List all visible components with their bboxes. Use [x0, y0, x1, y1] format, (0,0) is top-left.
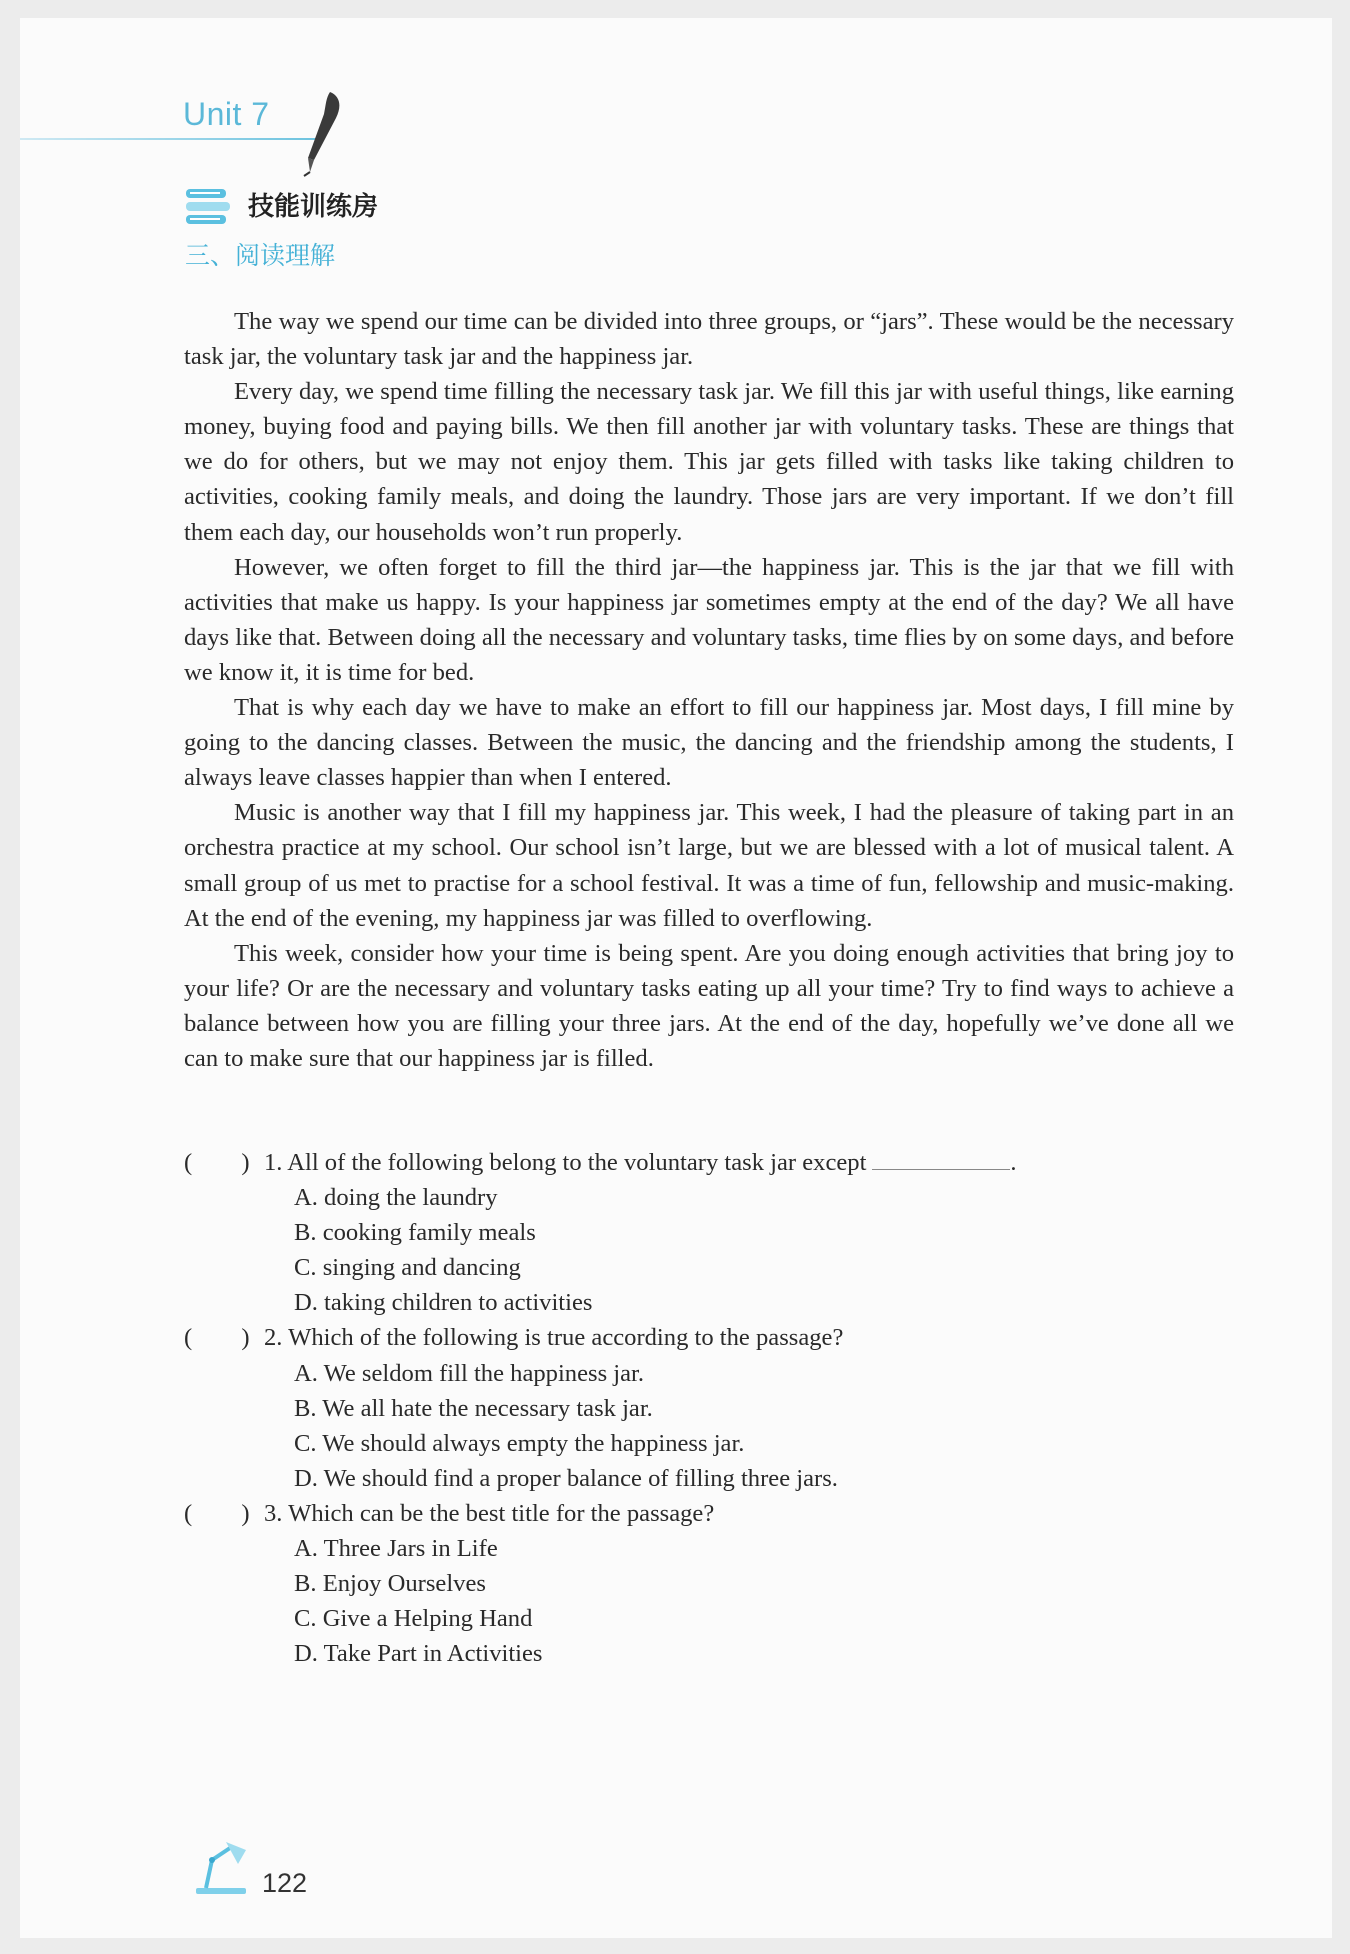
question-stem: 2. Which of the following is true according to the passage? [264, 1324, 844, 1352]
list-lines-icon [184, 183, 232, 231]
unit-header-rule [20, 138, 320, 140]
option-b: B. We all hate the necessary task jar. [294, 1394, 653, 1422]
fountain-pen-icon [290, 88, 350, 178]
workbook-page [20, 18, 1332, 1938]
option-c: C. Give a Helping Hand [294, 1605, 533, 1633]
option-d: D. Take Part in Activities [294, 1640, 543, 1668]
page-number: 122 [262, 1868, 308, 1898]
section-title: 技能训练房 [248, 192, 379, 222]
answer-blank[interactable] [872, 1145, 1010, 1170]
passage-paragraph: The way we spend our time can be divided into three groups, or “jars”. These would be the necessary task jar, the voluntary task jar and the happiness jar. [184, 308, 1234, 371]
passage-paragraph: This week, consider how your time is being spent. Are you doing enough activities that bring joy to your life? Or are the necessary and voluntary tasks eating up all your time? Try to find ways to achieve a balance between how you are filling your three jars. At the end of the day, hopefully we’ve done all we can to make sure that our happiness jar is filled. [184, 939, 1234, 1072]
option-d: D. We should find a proper balance of filling three jars. [294, 1464, 838, 1492]
answer-bracket[interactable]: ( ) [184, 1324, 250, 1352]
option-c: C. We should always empty the happiness jar. [294, 1429, 745, 1457]
answer-bracket[interactable]: ( ) [184, 1499, 250, 1527]
option-b: B. cooking family meals [294, 1219, 536, 1247]
subsection-title: 三、阅读理解 [185, 241, 336, 270]
question-1 [184, 1145, 1234, 1320]
question-stem: 3. Which can be the best title for the passage? [264, 1499, 715, 1527]
question-list [184, 1145, 1234, 1671]
passage-paragraph: Music is another way that I fill my happiness jar. This week, I had the pleasure of taking part in an orchestra practice at my school. Our school isn’t large, but we are blessed with a lot of musical talent. A small group of us met to practise for a school festival. It was a time of fun, fellowship and music-making. At the end of the evening, my happiness jar was filled to overflowing. [184, 799, 1234, 932]
desk-lamp-icon [192, 1838, 254, 1898]
passage-paragraph: That is why each day we have to make an effort to fill our happiness jar. Most days, I fill mine by going to the dancing classes. Between the music, the dancing and the friendship among the students, I always leave classes happier than when I entered. [184, 694, 1234, 792]
option-a: A. We seldom fill the happiness jar. [294, 1359, 645, 1387]
option-a: A. doing the laundry [294, 1184, 498, 1212]
question-stem: 1. All of the following belong to the voluntary task jar except [264, 1149, 867, 1176]
question-stem-end: . [1010, 1149, 1017, 1176]
option-d: D. taking children to activities [294, 1289, 593, 1317]
unit-title: Unit 7 [183, 96, 270, 132]
question-3 [184, 1496, 1234, 1671]
option-c: C. singing and dancing [294, 1254, 521, 1282]
answer-bracket[interactable]: ( ) [184, 1149, 250, 1176]
reading-passage [184, 304, 1234, 1076]
option-b: B. Enjoy Ourselves [294, 1570, 486, 1598]
passage-paragraph: Every day, we spend time filling the necessary task jar. We fill this jar with useful things, like earning money, buying food and paying bills. We then fill another jar with voluntary tasks. These are things that we do for others, but we may not enjoy them. This jar gets filled with tasks like taking children to activities, cooking family meals, and doing the laundry. Those jars are very important. If we don’t fill them each day, our households won’t run properly. [184, 378, 1234, 546]
passage-paragraph: However, we often forget to fill the third jar—the happiness jar. This is the jar that we fill with activities that make us happy. Is your happiness jar sometimes empty at the end of the day? We all have days like that. Between doing all the necessary and voluntary tasks, time flies by on some days, and before we know it, it is time for bed. [184, 553, 1234, 686]
question-2 [184, 1320, 1234, 1495]
option-a: A. Three Jars in Life [294, 1535, 498, 1563]
